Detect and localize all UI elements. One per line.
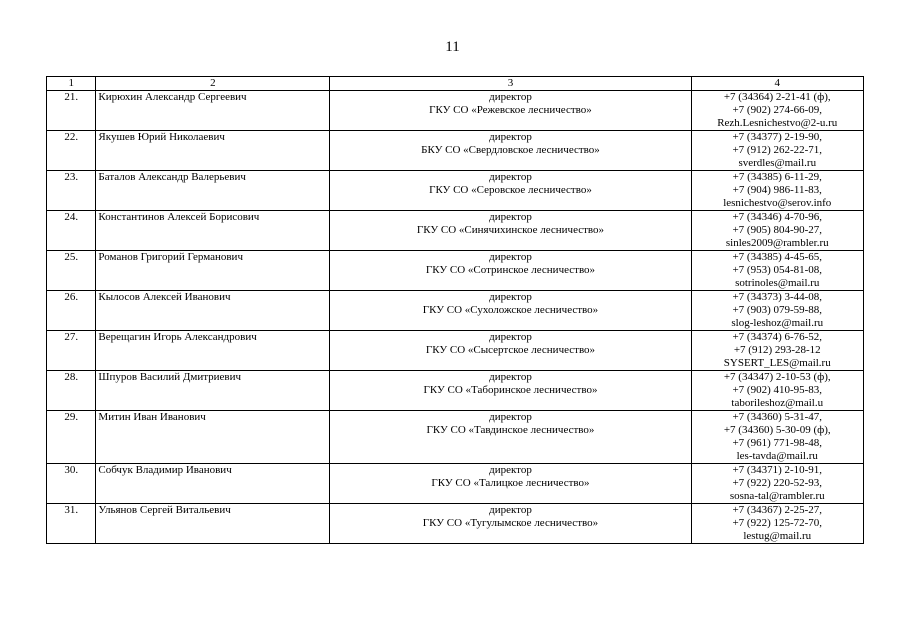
- contact-line: Rezh.Lesnichestvo@2-u.ru: [717, 117, 838, 129]
- organization-name: ГКУ СО «Серовское лесничество»: [429, 184, 592, 196]
- contact-line: les-tavda@mail.ru: [736, 450, 818, 462]
- row-number-cell: 28.: [47, 371, 96, 411]
- row-number-cell: 22.: [47, 131, 96, 171]
- contact-line: +7 (34371) 2-10-91,: [732, 464, 823, 476]
- contact-line: +7 (905) 804-90-27,: [732, 224, 823, 236]
- contact-line: taborileshoz@mail.u: [731, 397, 824, 409]
- contact-line: sotrinoles@mail.ru: [735, 277, 820, 289]
- row-number-cell: 21.: [47, 91, 96, 131]
- person-name-cell: Кылосов Алексей Иванович: [96, 291, 330, 331]
- row-number-cell: 23.: [47, 171, 96, 211]
- contact-line: +7 (953) 054-81-08,: [732, 264, 823, 276]
- position-organization-cell: [330, 211, 691, 251]
- position-organization-cell: [330, 131, 691, 171]
- organization-name: ГКУ СО «Сысертское лесничество»: [425, 344, 596, 356]
- position-title: директор: [489, 331, 532, 343]
- contact-line: +7 (34360) 5-30-09 (ф),: [723, 424, 831, 436]
- contacts-cell: [691, 211, 863, 251]
- person-name-cell: Шпуров Василий Дмитриевич: [96, 371, 330, 411]
- contact-line: +7 (961) 771-98-48,: [732, 437, 823, 449]
- contact-line: +7 (903) 079-59-88,: [732, 304, 823, 316]
- table-row: [47, 504, 864, 544]
- header-col-4: 4: [691, 77, 863, 91]
- position-organization-cell: [330, 251, 691, 291]
- contacts-cell: [691, 504, 863, 544]
- header-col-2: 2: [96, 77, 330, 91]
- organization-name: БКУ СО «Свердловское лесничество»: [421, 144, 600, 156]
- contact-line: +7 (904) 986-11-83,: [732, 184, 822, 196]
- contacts-cell: [691, 91, 863, 131]
- contacts-cell: [691, 131, 863, 171]
- contact-line: +7 (34373) 3-44-08,: [732, 291, 823, 303]
- table-header: [47, 77, 864, 91]
- position-organization-cell: [330, 171, 691, 211]
- contacts-cell: [691, 251, 863, 291]
- contacts-cell: [691, 331, 863, 371]
- header-row: [47, 77, 864, 91]
- row-number-cell: 26.: [47, 291, 96, 331]
- position-title: директор: [489, 504, 532, 516]
- contact-line: +7 (912) 262-22-71,: [732, 144, 823, 156]
- contact-line: +7 (912) 293-28-12: [733, 344, 821, 356]
- person-name-cell: Баталов Александр Валерьевич: [96, 171, 330, 211]
- contacts-cell: [691, 291, 863, 331]
- organization-name: ГКУ СО «Талицкое лесничество»: [431, 477, 590, 489]
- header-col-1: 1: [47, 77, 96, 91]
- row-number-cell: 29.: [47, 411, 96, 464]
- position-organization-cell: [330, 464, 691, 504]
- person-name-cell: Константинов Алексей Борисович: [96, 211, 330, 251]
- position-title: директор: [489, 91, 532, 103]
- position-organization-cell: [330, 371, 691, 411]
- page-number: 11: [445, 39, 460, 55]
- position-organization-cell: [330, 91, 691, 131]
- organization-name: ГКУ СО «Сотринское лесничество»: [425, 264, 596, 276]
- person-name-cell: Ульянов Сергей Витальевич: [96, 504, 330, 544]
- contacts-cell: [691, 464, 863, 504]
- table-row: [47, 211, 864, 251]
- table-row: [47, 411, 864, 464]
- position-title: директор: [489, 251, 532, 263]
- person-name-cell: Митин Иван Иванович: [96, 411, 330, 464]
- contact-line: +7 (34385) 4-45-65,: [732, 251, 823, 263]
- position-organization-cell: [330, 411, 691, 464]
- position-organization-cell: [330, 331, 691, 371]
- contact-line: slog-leshoz@mail.ru: [731, 317, 824, 329]
- table-row: [47, 171, 864, 211]
- position-title: директор: [489, 171, 532, 183]
- contact-line: lesnichestvo@serov.info: [723, 197, 832, 209]
- contact-line: lestug@mail.ru: [743, 530, 812, 542]
- contact-line: SYSERT_LES@mail.ru: [723, 357, 831, 369]
- contact-line: +7 (34364) 2-21-41 (ф),: [723, 91, 831, 103]
- contact-line: +7 (34360) 5-31-47,: [732, 411, 823, 423]
- person-name-cell: Верещагин Игорь Александрович: [96, 331, 330, 371]
- contact-line: +7 (902) 274-66-09,: [732, 104, 823, 116]
- contact-line: sinles2009@rambler.ru: [725, 237, 829, 249]
- contact-line: +7 (34385) 6-11-29,: [732, 171, 822, 183]
- position-title: директор: [489, 291, 532, 303]
- contact-line: sosna-tal@rambler.ru: [729, 490, 825, 502]
- table-row: [47, 331, 864, 371]
- row-number-cell: 24.: [47, 211, 96, 251]
- position-organization-cell: [330, 291, 691, 331]
- organization-name: ГКУ СО «Тугулымское лесничество»: [422, 517, 599, 529]
- contact-line: +7 (922) 125-72-70,: [732, 517, 823, 529]
- table-row: [47, 251, 864, 291]
- position-title: директор: [489, 411, 532, 423]
- person-name-cell: Якушев Юрий Николаевич: [96, 131, 330, 171]
- contact-line: +7 (34367) 2-25-27,: [732, 504, 823, 516]
- table-body: [47, 91, 864, 544]
- contacts-table: [46, 76, 864, 544]
- contacts-cell: [691, 411, 863, 464]
- position-organization-cell: [330, 504, 691, 544]
- row-number-cell: 31.: [47, 504, 96, 544]
- person-name-cell: Собчук Владимир Иванович: [96, 464, 330, 504]
- person-name-cell: Кирюхин Александр Сергеевич: [96, 91, 330, 131]
- row-number-cell: 27.: [47, 331, 96, 371]
- header-col-3: 3: [330, 77, 691, 91]
- contact-line: +7 (922) 220-52-93,: [732, 477, 823, 489]
- table-row: [47, 91, 864, 131]
- organization-name: ГКУ СО «Режевское лесничество»: [429, 104, 592, 116]
- organization-name: ГКУ СО «Сухоложское лесничество»: [422, 304, 599, 316]
- position-title: директор: [489, 211, 532, 223]
- contact-line: +7 (34377) 2-19-90,: [732, 131, 823, 143]
- table-row: [47, 371, 864, 411]
- table-row: [47, 291, 864, 331]
- contacts-cell: [691, 371, 863, 411]
- organization-name: ГКУ СО «Синячихинское лесничество»: [416, 224, 605, 236]
- organization-name: ГКУ СО «Таборинское лесничество»: [423, 384, 598, 396]
- contact-line: sverdles@mail.ru: [738, 157, 817, 169]
- table-row: [47, 464, 864, 504]
- table-row: [47, 131, 864, 171]
- person-name-cell: Романов Григорий Германович: [96, 251, 330, 291]
- contact-line: +7 (902) 410-95-83,: [732, 384, 823, 396]
- position-title: директор: [489, 131, 532, 143]
- organization-name: ГКУ СО «Тавдинское лесничество»: [426, 424, 595, 436]
- position-title: директор: [489, 371, 532, 383]
- position-title: директор: [489, 464, 532, 476]
- contact-line: +7 (34374) 6-76-52,: [732, 331, 823, 343]
- contact-line: +7 (34347) 2-10-53 (ф),: [723, 371, 831, 383]
- row-number-cell: 30.: [47, 464, 96, 504]
- contact-line: +7 (34346) 4-70-96,: [732, 211, 823, 223]
- row-number-cell: 25.: [47, 251, 96, 291]
- contacts-cell: [691, 171, 863, 211]
